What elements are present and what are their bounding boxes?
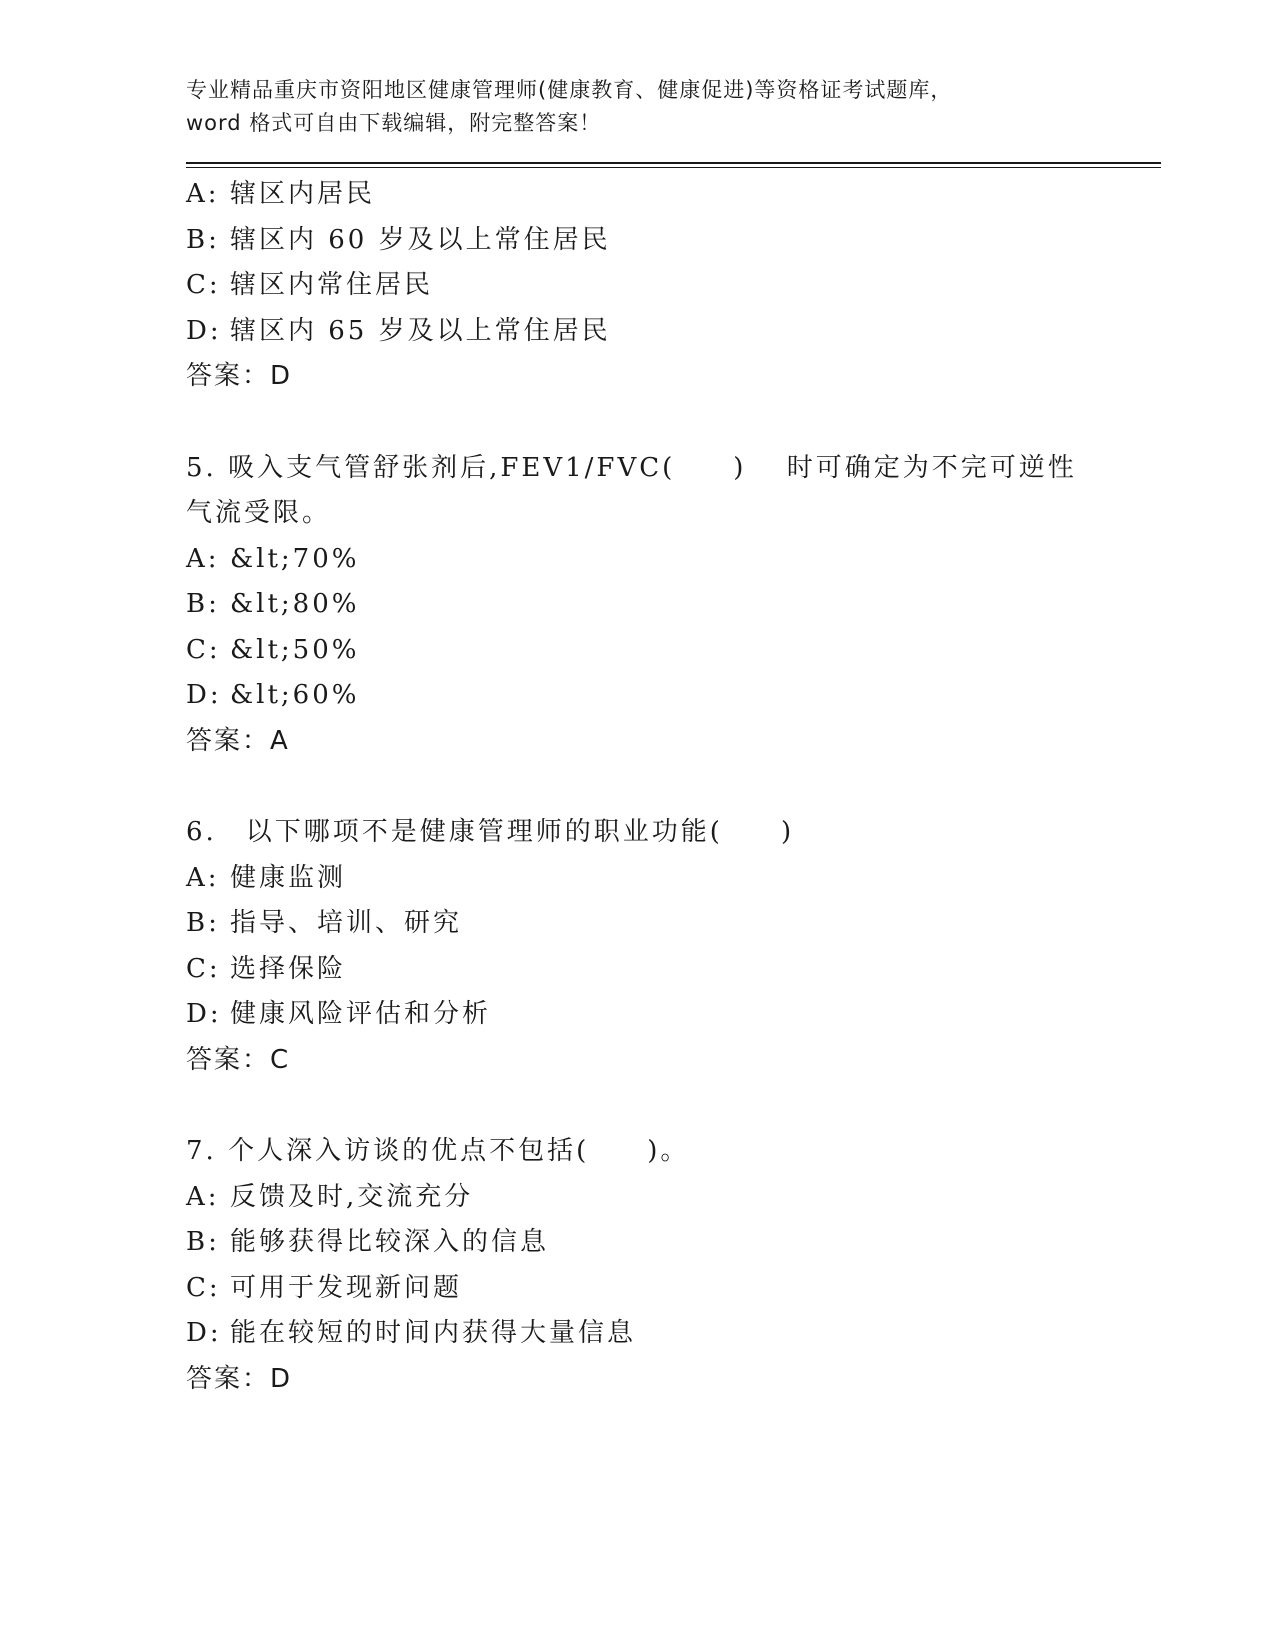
option-text: 指导、培训、研究: [230, 908, 463, 938]
option-b: [186, 582, 1161, 628]
option-text: 健康风险评估和分析: [230, 999, 492, 1029]
answer: 答案：A: [186, 725, 290, 756]
option-text: &lt;80%: [230, 589, 360, 619]
option-letter: B:: [186, 589, 220, 619]
question-7: [186, 1129, 1161, 1402]
option-letter: B:: [186, 908, 220, 938]
header-divider: [186, 162, 1161, 168]
answer: 答案：C: [186, 1044, 291, 1075]
option-letter: D:: [186, 315, 222, 346]
option-letter: B:: [186, 224, 220, 255]
option-c: [186, 263, 1161, 309]
option-c: [186, 947, 1161, 993]
option-b: [186, 1220, 1161, 1266]
question-4: [186, 172, 1161, 400]
option-d: [186, 673, 1161, 719]
option-text: 能够获得比较深入的信息: [230, 1227, 550, 1257]
option-letter: C:: [186, 634, 221, 665]
option-d: [186, 1311, 1161, 1357]
option-d: [186, 309, 1161, 355]
option-text: 辖区内常住居民: [230, 270, 434, 300]
option-text: 辖区内 60 岁及以上常住居民: [230, 224, 611, 255]
document-header: [186, 74, 1161, 140]
option-a: [186, 1175, 1161, 1221]
option-text: 可用于发现新问题: [230, 1272, 463, 1303]
option-letter: A:: [186, 1181, 220, 1212]
option-b: [186, 218, 1161, 264]
option-d: [186, 992, 1161, 1038]
option-letter: D:: [186, 1318, 222, 1348]
option-a: [186, 856, 1161, 902]
option-a: [186, 537, 1161, 583]
option-b: [186, 901, 1161, 947]
option-letter: A:: [186, 179, 220, 209]
option-letter: C:: [186, 270, 221, 300]
option-letter: A:: [186, 862, 220, 893]
option-text: 健康监测: [230, 862, 347, 893]
option-letter: C:: [186, 1272, 221, 1303]
document-page: [186, 74, 1161, 1448]
answer: 答案：D: [186, 361, 293, 391]
option-letter: A:: [186, 543, 220, 574]
header-line-1: 专业精品重庆市资阳地区健康管理师(健康教育、健康促进)等资格证考试题库，: [186, 78, 953, 102]
option-text: &lt;60%: [230, 680, 360, 710]
option-text: 反馈及时,交流充分: [230, 1181, 474, 1212]
question-stem: 5. 吸入支气管舒张剂后,FEV1/FVC( ) 时可确定为不完可逆性气流受限。: [186, 452, 1077, 528]
option-letter: C:: [186, 953, 221, 984]
option-c: [186, 628, 1161, 674]
option-text: 辖区内 65 岁及以上常住居民: [230, 315, 611, 346]
question-stem: 7. 个人深入访谈的优点不包括( )。: [186, 1136, 690, 1166]
option-letter: B:: [186, 1227, 220, 1257]
question-6: [186, 810, 1161, 1083]
question-5: [186, 446, 1161, 765]
option-text: 能在较短的时间内获得大量信息: [230, 1318, 637, 1348]
option-text: &lt;70%: [230, 543, 360, 574]
option-text: 辖区内居民: [230, 179, 376, 209]
header-line-2: word 格式可自由下载编辑，附完整答案！: [186, 111, 602, 135]
question-list: [186, 172, 1161, 1402]
option-letter: D:: [186, 680, 222, 710]
option-a: [186, 172, 1161, 218]
option-text: 选择保险: [230, 953, 347, 984]
option-text: &lt;50%: [230, 634, 360, 665]
question-stem: 6. 以下哪项不是健康管理师的职业功能( ): [186, 817, 795, 847]
option-letter: D:: [186, 999, 222, 1029]
answer: 答案：D: [186, 1363, 293, 1394]
option-c: [186, 1266, 1161, 1312]
